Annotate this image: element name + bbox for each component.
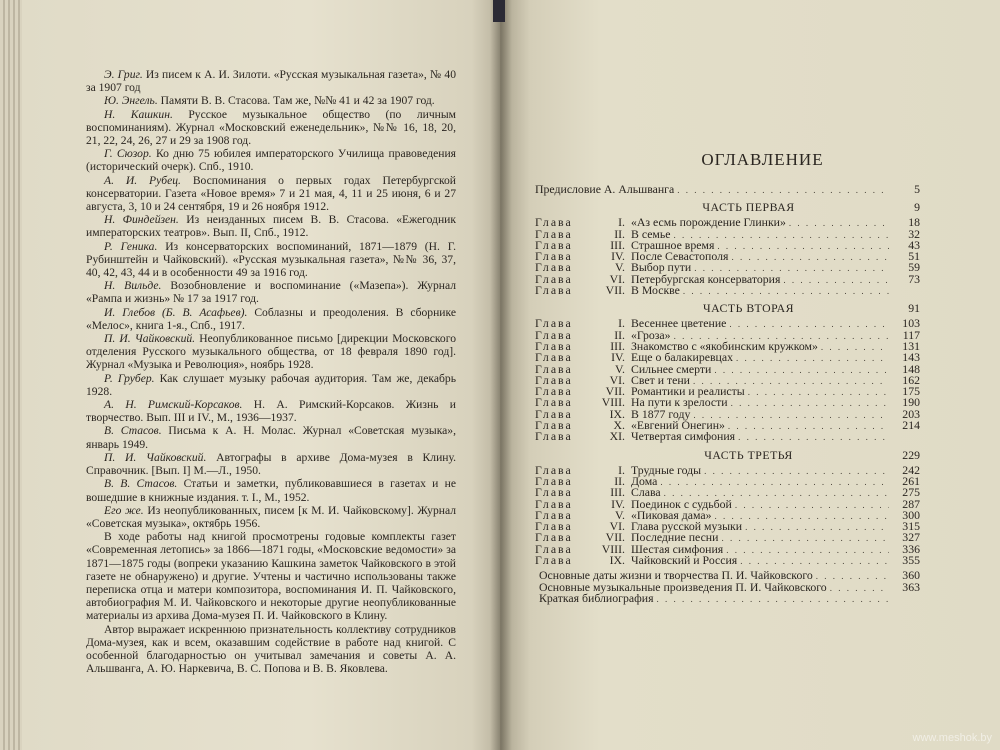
chapter-title: Страшное время [631, 237, 715, 252]
bib-author: В. В. Стасов. [104, 477, 178, 491]
chapter-title: Поединок с судьбой [631, 496, 732, 511]
chapter-label: Глава [535, 519, 573, 534]
chapter-title: В Москве [631, 283, 680, 298]
leader-dots [738, 432, 889, 442]
chapter-label: Глава [535, 485, 573, 500]
chapter-label: Глава [535, 462, 573, 477]
chapter-label: Глава [535, 372, 573, 387]
chapter-title: «Гроза» [631, 327, 671, 342]
chapter-page: 214 [902, 418, 920, 433]
chapter-number: VI. [609, 519, 625, 534]
chapter-title: После Севастополя [631, 249, 729, 264]
chapter-page: 336 [902, 541, 920, 556]
chapter-title: Выбор пути [631, 260, 692, 275]
chapter-title: В семье [631, 226, 671, 241]
bib-text: Из неопубликованных, писем [к М. И. Чайковскому]. Журнал «Советская музыка», октябрь 1956. [86, 503, 456, 530]
chapter-label: Глава [535, 496, 573, 511]
leader-dots [789, 218, 889, 228]
leader-dots [683, 286, 889, 296]
part-title: ЧАСТЬ ПЕРВАЯ [702, 200, 795, 215]
chapter-title: Слава [631, 485, 661, 500]
chapter-number: III. [610, 485, 625, 500]
chapter-title: «Аз есмь порождение Глинки» [631, 215, 786, 230]
chapter-label: Глава [535, 361, 573, 376]
part-page: 9 [914, 200, 920, 215]
bib-entry [86, 306, 456, 332]
chapter-label: Глава [535, 406, 573, 421]
chapter-number: V. [615, 260, 625, 275]
bibliography-list [86, 68, 456, 675]
leader-dots [657, 594, 890, 604]
bib-author: Н. Финдейзен. [104, 213, 179, 227]
chapter-page: 261 [902, 473, 920, 488]
chapter-label: Глава [535, 316, 573, 331]
chapter-title: Глава русской музыки [631, 519, 743, 534]
chapter-label: Глава [535, 271, 573, 286]
bib-entry [86, 174, 456, 214]
bib-author: Р. Геника. [104, 239, 158, 253]
chapter-number: VI. [609, 372, 625, 387]
chapter-label: Глава [535, 429, 573, 444]
leader-dots [714, 365, 889, 375]
bib-author: И. Глебов (Б. В. Асафьев). [104, 305, 248, 319]
leader-dots [783, 275, 889, 285]
chapter-number: X. [613, 418, 625, 433]
chapter-number: III. [610, 237, 625, 252]
chapter-label: Глава [535, 541, 573, 556]
bib-paragraph: Автор выражает искреннюю признательность коллективу сотрудников Дома-музея, как и всем, оказавшим содействие в работе над книгой. С особенной благодарностью он учитывал замечания и советы А. А. Альшванга, А. Ю. Наркевича, В. С. Попова и В. В. Яковлева. [86, 622, 456, 676]
chapter-label: Глава [535, 395, 573, 410]
chapter-label: Глава [535, 226, 573, 241]
chapter-number: I. [618, 462, 625, 477]
bib-author: Н. Вильде. [104, 279, 162, 293]
appendix-title: Краткая библиография [539, 590, 654, 605]
bib-text: Н. А. Римский-Корсаков. Жизнь и творчество. Вып. III и IV., М., 1936—1937. [86, 398, 456, 425]
chapter-page: 275 [902, 485, 920, 500]
appendix-title: Основные даты жизни и творчества П. И. Чайковского [539, 568, 813, 583]
chapter-page: 190 [902, 395, 920, 410]
chapter-page: 355 [902, 553, 920, 568]
toc-chapter [535, 215, 920, 230]
bib-text: Неопубликованное письмо [дирекции Московского отделения Русского музыкального общества, от 18 февраля 1890 год]. Журнал «Музыка и Революция», ноябрь 1928. [86, 332, 456, 372]
bib-text: Русское музыкальное общество (по личным воспоминаниям). Журнал «Московский еженедельник», №№ 16, 18, 20, 21, 22, 24, 26, 27 и 29 за 1908 год. [86, 107, 456, 148]
chapter-title: «Пиковая дама» [631, 507, 712, 522]
chapter-page: 300 [902, 507, 920, 522]
leader-dots [717, 241, 889, 251]
chapter-number: VII. [605, 384, 625, 399]
bib-text: Письма к А. Н. Молас. Журнал «Советская музыка», январь 1949. [86, 424, 456, 451]
bib-text: Из консерваторских воспоминаний, 1871—1879 (Н. Г. Рубинштейн и Чайковский). «Русская музыкальная газета», №№ 36, 37, 40, 42, 43, 44 и в особенности 49 за 1916 год. [86, 239, 456, 280]
chapter-title: Петербургская консерватория [631, 271, 781, 286]
leader-dots [721, 533, 889, 543]
leader-dots [830, 583, 889, 593]
chapter-label: Глава [535, 260, 573, 275]
chapter-number: III. [610, 338, 625, 353]
watermark: www.meshok.by [912, 732, 992, 744]
leader-dots [704, 466, 889, 476]
bib-text: Из писем к А. И. Зилоти. «Русская музыкальная газета», № 40 за 1907 год [86, 68, 456, 95]
table-of-contents [535, 150, 920, 605]
chapter-title: Свет и тени [631, 372, 690, 387]
chapter-title: Романтики и реалисты [631, 384, 745, 399]
chapter-title: Последние песни [631, 530, 719, 545]
chapter-label: Глава [535, 215, 573, 230]
bib-entry [86, 372, 456, 398]
bib-author: Н. Кашкин. [104, 107, 173, 121]
chapter-page: 18 [908, 215, 920, 230]
chapter-page: 242 [902, 462, 920, 477]
bib-entry [86, 504, 456, 530]
leader-dots [745, 522, 889, 532]
chapter-number: I. [618, 316, 625, 331]
chapter-number: V. [615, 507, 625, 522]
book-spine [493, 0, 505, 22]
bib-author: Его же. [104, 503, 144, 517]
part-page: 91 [908, 301, 920, 316]
chapter-label: Глава [535, 473, 573, 488]
leader-dots [660, 477, 889, 487]
chapter-title: Знакомство с «якобинским кружком» [631, 338, 818, 353]
chapter-title: Чайковский и Россия [631, 553, 738, 568]
chapter-number: IX. [609, 406, 625, 421]
chapter-page: 148 [902, 361, 920, 376]
bib-entry [86, 424, 456, 450]
chapter-page: 131 [902, 338, 920, 353]
bib-text: Из неизданных писем В. В. Стасова. «Ежегодник императорских театров». Вып. II, Спб., 1912. [86, 213, 457, 240]
chapter-number: II. [614, 473, 625, 488]
bib-entry [86, 398, 456, 424]
chapter-title: Четвертая симфония [631, 429, 736, 444]
chapter-page: 315 [902, 519, 920, 534]
leader-dots [821, 342, 889, 352]
chapter-title: Шестая симфония [631, 541, 724, 556]
leader-dots [740, 556, 889, 566]
bib-text: Памяти В. В. Стасова. Там же, №№ 41 и 42 за 1907 год. [160, 94, 435, 108]
bib-author: А. И. Рубец. [104, 173, 181, 187]
chapter-page: 203 [902, 406, 920, 421]
appendix-page: 363 [902, 579, 920, 594]
part-title: ЧАСТЬ ВТОРАЯ [702, 301, 795, 316]
bib-paragraph: В ходе работы над книгой просмотрены годовые комплекты газет «Современная летопись» за 1866—1871 годы, «Московские ведомости» за 1871—1875 годы (вопреки указанию Кашкина заметок Чайковского в этой газете не обнаружено) и другие. Учтены и частично использованы также переписка отца и матери композитора, воспоминания И. П. Чайковского, автобиография М. И. Чайковского и некоторые другие неопубликованные материалы из архива Дома-музея П. И. Чайковского в Клину. [86, 530, 456, 623]
bib-text: Статьи и заметки, публиковавшиеся в газетах и не вошедшие в книжные издания. т. I., М., 1952. [86, 477, 456, 504]
bib-text: Автографы в архиве Дома-музея в Клину. Справочник. [Вып. I] М.—Л., 1950. [86, 450, 457, 478]
chapter-label: Глава [535, 237, 573, 252]
chapter-page: 287 [902, 496, 920, 511]
chapter-label: Глава [535, 553, 573, 568]
chapter-title: На пути к зрелости [631, 395, 728, 410]
toc-preface [535, 182, 920, 196]
appendix-page: 360 [902, 568, 920, 583]
bib-author: Г. Сюзор. [104, 147, 152, 161]
chapter-title: В 1877 году [631, 406, 691, 421]
bib-entry [86, 147, 456, 173]
leader-dots [728, 421, 889, 431]
bib-text: Возобновление и воспоминание («Мазепа»). Журнал «Рампа и жизнь» № 17 за 1917 год. [86, 279, 456, 306]
chapter-page: 103 [902, 316, 920, 331]
bib-entry [86, 108, 456, 148]
chapter-number: IV. [611, 496, 625, 511]
chapter-label: Глава [535, 384, 573, 399]
chapter-number: IV. [611, 249, 625, 264]
bib-author: Ю. Энгель. [104, 94, 158, 108]
chapter-page: 32 [908, 226, 920, 241]
chapter-label: Глава [535, 418, 573, 433]
preface-page: 5 [914, 182, 920, 196]
leader-dots [731, 398, 889, 408]
chapter-title: Еще о балакиревцах [631, 350, 733, 365]
leader-dots [748, 387, 889, 397]
toc-appendix [535, 568, 920, 583]
part-page: 229 [902, 447, 920, 462]
chapter-page: 51 [908, 249, 920, 264]
bib-entry [86, 451, 456, 477]
leader-dots [735, 500, 889, 510]
chapter-number: VIII. [601, 541, 625, 556]
bib-author: Р. Грубер. [104, 371, 155, 385]
bib-author: П. И. Чайковский. [104, 450, 207, 464]
chapter-number: I. [618, 215, 625, 230]
chapter-number: IV. [611, 350, 625, 365]
bib-author: А. Н. Римский-Корсаков. [104, 398, 243, 412]
chapter-page: 43 [908, 237, 920, 252]
leader-dots [736, 353, 889, 363]
bib-author: В. Стасов. [104, 424, 162, 438]
bib-text: Ко дню 75 юбилея императорского Училища правоведения (исторический очерк). Спб., 1910. [86, 147, 456, 174]
toc-title: ОГЛАВЛЕНИЕ [701, 150, 824, 169]
chapter-page: 175 [902, 384, 920, 399]
bib-entry [86, 279, 456, 305]
chapter-page: 143 [902, 350, 920, 365]
book-gutter [490, 0, 512, 750]
appendix-title: Основные музыкальные произведения П. И. Чайковского [539, 579, 827, 594]
chapter-label: Глава [535, 350, 573, 365]
chapter-label: Глава [535, 283, 573, 298]
chapter-number: VII. [605, 283, 625, 298]
chapter-number: XI. [609, 429, 625, 444]
chapter-label: Глава [535, 530, 573, 545]
bib-entry [86, 213, 456, 239]
bib-author: Э. Григ. [104, 68, 143, 81]
chapter-number: IX. [609, 553, 625, 568]
leader-dots [729, 319, 889, 329]
bib-entry [86, 68, 456, 94]
chapter-number: V. [615, 361, 625, 376]
chapter-title: Сильнее смерти [631, 361, 712, 376]
chapter-number: VI. [609, 271, 625, 286]
chapter-label: Глава [535, 507, 573, 522]
chapter-title: Весеннее цветение [631, 316, 727, 331]
bib-text: Воспоминания о первых годах Петербургской консерватории. Газета «Новое время» 7 и 21 мая, 4, 11 и 25 июня, 6 и 27 августа, 3, 10 и 24 сентября, 19 и 26 ноября 1912. [86, 173, 457, 214]
part-title: ЧАСТЬ ТРЕТЬЯ [704, 447, 793, 462]
bib-text: Как слушает музыку рабочая аудитория. Там же, декабрь 1928. [86, 371, 457, 398]
chapter-number: II. [614, 226, 625, 241]
preface-title: Предисловие А. Альшванга [535, 182, 675, 196]
chapter-page: 162 [902, 372, 920, 387]
toc-chapter [535, 316, 920, 331]
toc-chapter [535, 462, 920, 477]
leader-dots [731, 252, 889, 262]
chapter-page: 117 [902, 327, 920, 342]
chapter-title: Трудные годы [631, 462, 702, 477]
chapter-title: «Евгений Онегин» [631, 418, 725, 433]
leader-dots [677, 185, 889, 195]
chapter-page: 73 [908, 271, 920, 286]
chapter-label: Глава [535, 338, 573, 353]
chapter-number: VII. [605, 530, 625, 545]
chapter-number: VIII. [601, 395, 625, 410]
chapter-number: II. [614, 327, 625, 342]
bib-entry [86, 94, 456, 107]
chapter-label: Глава [535, 249, 573, 264]
chapter-title: Дома [631, 473, 658, 488]
chapter-label: Глава [535, 327, 573, 342]
bib-entry [86, 332, 456, 372]
bib-entry [86, 477, 456, 503]
bib-author: П. И. Чайковский. [104, 332, 196, 346]
leader-dots [726, 545, 889, 555]
chapter-page: 59 [908, 260, 920, 275]
bib-entry [86, 240, 456, 280]
bib-text: Соблазны и преодоления. В сборнике «Мелос», книга 1-я., Спб., 1917. [86, 305, 456, 332]
chapter-page: 327 [902, 530, 920, 545]
